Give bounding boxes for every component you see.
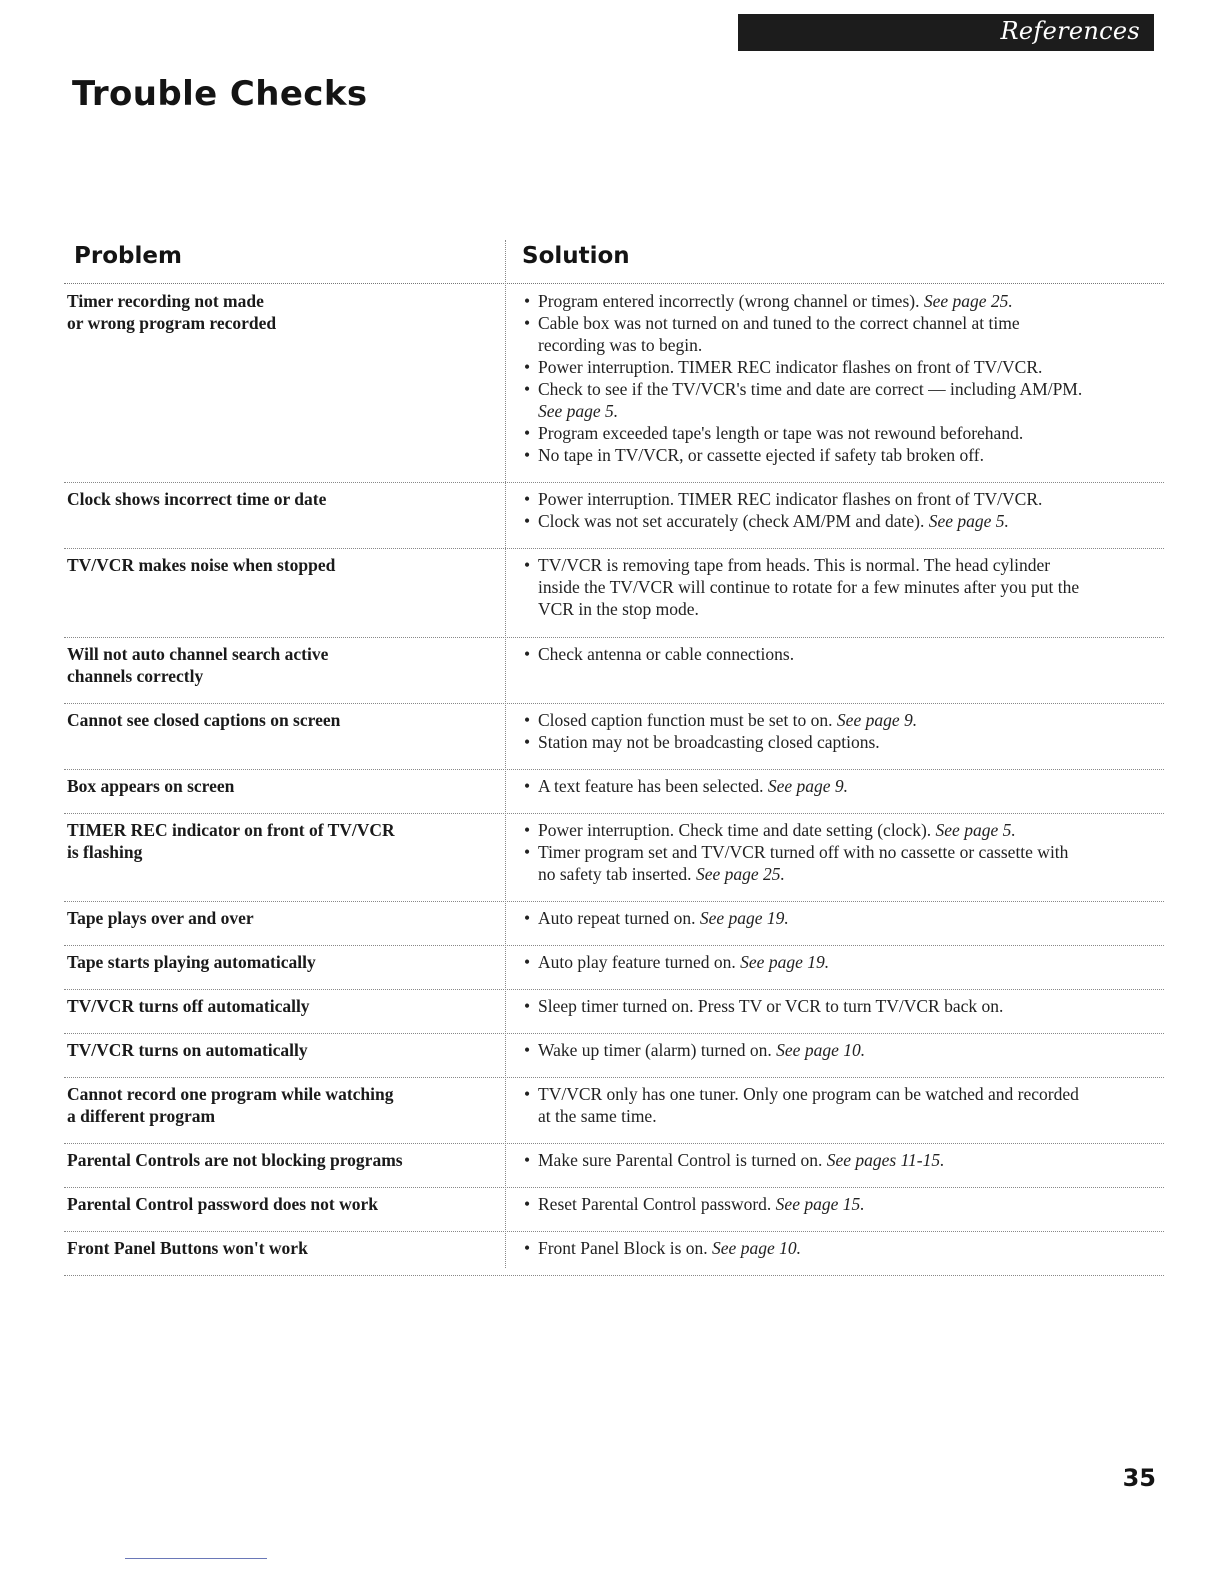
solution-text: • Timer program set and TV/VCR turned off with no cassette or cassette with [538,842,1069,862]
solution-text: • Auto repeat turned on. See page 19. [538,908,789,928]
solution-cell [524,819,1164,885]
solution-text: • Reset Parental Control password. See page 15. [538,1194,865,1214]
problem-cell [67,290,487,334]
page-number: 35 [1122,1464,1156,1492]
table-row [64,769,1164,814]
problem-cell [67,488,487,510]
problem-cell [67,1083,487,1127]
problem-text: Box appears on screen [67,776,235,796]
solution-text: • Check to see if the TV/VCR's time and date are correct — including AM/PM. [538,379,1083,399]
solution-item [524,422,1164,444]
solution-item [524,554,1164,620]
problem-text: Parental Control password does not work [67,1194,378,1214]
table-row [64,703,1164,770]
table-row [64,1077,1164,1144]
solution-text: • TV/VCR only has one tuner. Only one program can be watched and recorded [538,1084,1079,1104]
page-reference: See page 15. [775,1194,865,1214]
problem-text: a different program [67,1106,216,1126]
section-banner [738,14,1154,51]
page-reference: See page 10. [712,1238,801,1258]
page-reference: See page 10. [776,1040,866,1060]
problem-text: TV/VCR turns off automatically [67,996,310,1016]
solution-cell [524,554,1164,620]
solution-item [524,378,1164,422]
solution-cell [524,995,1164,1017]
solution-item [524,731,1164,753]
problem-text: TV/VCR turns on automatically [67,1040,308,1060]
solution-cell [524,1149,1164,1171]
table-row [64,548,1164,638]
page-reference: See page 25. [923,291,1013,311]
solution-item [524,1237,1164,1259]
solution-text: • Power interruption. Check time and date setting (clock). See page 5. [538,820,1016,840]
problem-text: Will not auto channel search active [67,644,329,664]
page-reference: See page 25. [695,864,785,884]
solution-text: • Power interruption. TIMER REC indicator flashes on front of TV/VCR. [538,357,1043,377]
problem-text: is flashing [67,842,143,862]
solution-cell [524,1039,1164,1061]
problem-text: Tape starts playing automatically [67,952,316,972]
table-row [64,1143,1164,1188]
solution-text: • A text feature has been selected. See page 9. [538,776,849,796]
solution-text: • Check antenna or cable connections. [538,644,795,664]
solution-cell [524,488,1164,532]
problem-cell [67,1039,487,1061]
page-reference: See page 5. [538,401,619,421]
solution-text: VCR in the stop mode. [538,599,699,619]
solution-text: • Make sure Parental Control is turned on. See pages 11-15. [538,1150,945,1170]
section-label: References [1000,17,1140,45]
problem-cell [67,709,487,731]
solution-item [524,841,1164,885]
solution-item [524,356,1164,378]
problem-cell [67,643,487,687]
problem-cell [67,907,487,929]
page-reference: See page 19. [699,908,789,928]
solution-text: • TV/VCR is removing tape from heads. This is normal. The head cylinder [538,555,1051,575]
problem-cell [67,554,487,576]
solution-text: • No tape in TV/VCR, or cassette ejected if safety tab broken off. [538,445,984,465]
table-row [64,1033,1164,1078]
solution-text: • Power interruption. TIMER REC indicator flashes on front of TV/VCR. [538,489,1043,509]
solution-text: • Closed caption function must be set to on. See page 9. [538,710,918,730]
solution-item [524,510,1164,532]
solution-text: • Program entered incorrectly (wrong channel or times). See page 25. [538,291,1013,311]
solution-item [524,995,1164,1017]
problem-cell [67,775,487,797]
solution-text [538,400,1164,422]
solution-cell [524,1193,1164,1215]
problem-cell [67,995,487,1017]
solution-cell [524,643,1164,665]
solution-item [524,444,1164,466]
table-row [64,1187,1164,1232]
problem-text: Cannot see closed captions on screen [67,710,341,730]
solution-cell [524,1237,1164,1259]
problem-text: channels correctly [67,666,204,686]
solution-item [524,907,1164,929]
page-title: Trouble Checks [72,74,368,114]
solution-text: recording was to begin. [538,335,703,355]
solution-item [524,951,1164,973]
solution-column-header: Solution [522,243,630,269]
solution-text: • Station may not be broadcasting closed captions. [538,732,880,752]
table-row [64,813,1164,902]
solution-cell [524,907,1164,929]
page-reference: See page 9. [836,710,918,730]
solution-cell [524,290,1164,466]
solution-cell [524,775,1164,797]
problem-text: or wrong program recorded [67,313,277,333]
solution-item [524,1039,1164,1061]
solution-cell [524,1083,1164,1127]
solution-item [524,643,1164,665]
problem-cell [67,951,487,973]
solution-item [524,1083,1164,1127]
solution-cell [524,709,1164,753]
problem-text: Parental Controls are not blocking programs [67,1150,403,1170]
solution-item [524,709,1164,731]
solution-item [524,290,1164,312]
problem-text: Timer recording not made [67,291,264,311]
solution-text: • Program exceeded tape's length or tape was not rewound beforehand. [538,423,1024,443]
table-row [64,989,1164,1034]
problem-text: Cannot record one program while watching [67,1084,394,1104]
solution-text: inside the TV/VCR will continue to rotate for a few minutes after you put the [538,577,1080,597]
solution-text: • Cable box was not turned on and tuned to the correct channel at time [538,313,1020,333]
solution-item [524,312,1164,356]
solution-item [524,775,1164,797]
table-row [64,901,1164,946]
page-reference: See page 5. [928,511,1009,531]
solution-item [524,1193,1164,1215]
table-row [64,284,1164,483]
problem-text: TV/VCR makes noise when stopped [67,555,336,575]
solution-text: • Wake up timer (alarm) turned on. See page 10. [538,1040,866,1060]
solution-text: • Front Panel Block is on. See page 10. [538,1238,801,1258]
problem-text: TIMER REC indicator on front of TV/VCR [67,820,395,840]
table-row [64,637,1164,704]
solution-text: at the same time. [538,1106,657,1126]
solution-cell [524,951,1164,973]
problem-cell [67,1149,487,1171]
solution-item [524,819,1164,841]
problem-column-header: Problem [74,243,182,269]
page-reference: See page 19. [740,952,830,972]
page-reference: See page 5. [935,820,1016,840]
problem-cell [67,819,487,863]
table-row [64,482,1164,549]
page-reference: See pages 11-15. [826,1150,945,1170]
table-row [64,1231,1164,1276]
solution-item [524,488,1164,510]
page-reference: See page 9. [767,776,849,796]
problem-cell [67,1237,487,1259]
problem-text: Clock shows incorrect time or date [67,489,327,509]
solution-item [524,1149,1164,1171]
table-row [64,945,1164,990]
footer-rule [125,1558,267,1559]
problem-text: Tape plays over and over [67,908,254,928]
solution-text: • Auto play feature turned on. See page 19. [538,952,830,972]
solution-text: • Clock was not set accurately (check AM/PM and date). See page 5. [538,511,1009,531]
problem-text: Front Panel Buttons won't work [67,1238,308,1258]
solution-text: no safety tab inserted. See page 25. [538,864,785,884]
solution-text: • Sleep timer turned on. Press TV or VCR to turn TV/VCR back on. [538,996,1004,1016]
problem-cell [67,1193,487,1215]
